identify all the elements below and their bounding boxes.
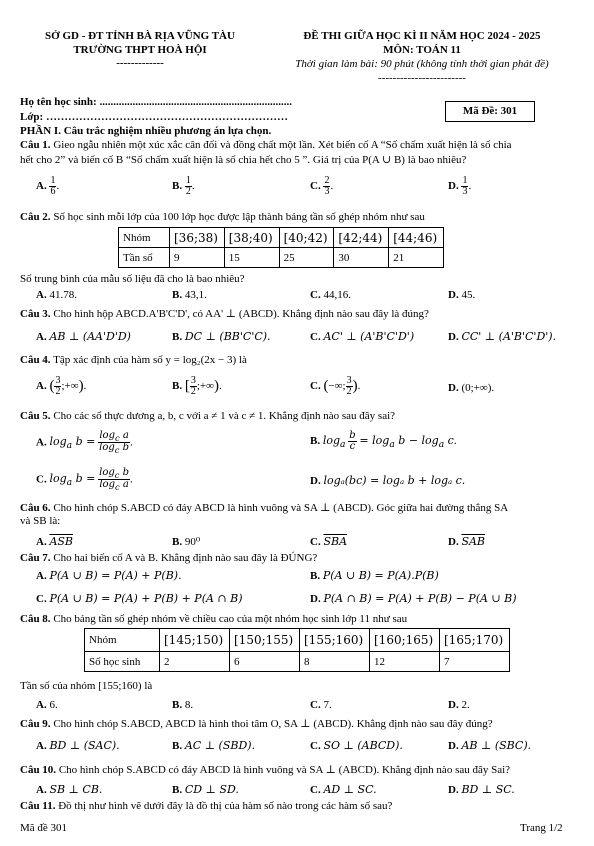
q6-option-d[interactable]: D. $\overline{SAB}$ (448, 535, 486, 548)
q8-option-d[interactable]: D. 2. (448, 699, 470, 711)
q3-option-a[interactable]: A. AB ⊥ (AA'D'D) (36, 330, 131, 343)
subject: MÔN: TOÁN 11 (383, 44, 461, 56)
q8-option-c[interactable]: C. 7. (310, 699, 332, 711)
table-cell: [145;150) (160, 629, 230, 652)
q5-option-d[interactable]: D. logₐ(bc) = logₐ b + logₐ c. (310, 474, 466, 487)
q1-option-d[interactable]: D. $\frac{1}{3}$ . (448, 175, 472, 197)
question-4: Câu 4. Tập xác định của hàm số y = log₂(2x − 3) là (20, 354, 247, 366)
question-1 (20, 139, 512, 151)
question-10: Câu 10. Cho hình chóp S.ABCD có đáy ABCD là hình vuông và SA ⊥ (ABCD). Khẳng định nào sau đây Sai? (20, 764, 511, 776)
table-cell: 8 (300, 652, 370, 672)
q2-option-c[interactable]: C. 44,16. (310, 289, 351, 301)
q5-option-c[interactable]: C. $\log_a b$ = $\frac{\log_c b}{\log_c a}$ . (36, 467, 133, 493)
q9-option-d[interactable]: D. AB ⊥ (SBC). (448, 739, 532, 752)
question-3: Câu 3. Cho hình hộp ABCD.A'B'C'D', có AA' ⊥ (ABCD). Khẳng định nào sau đây là đúng? (20, 308, 429, 320)
q4-option-c[interactable]: C. (−∞; $\frac{3}{2}$ ). (310, 375, 361, 397)
question-6: Câu 6. Cho hình chóp S.ABCD có đáy ABCD là hình vuông và SA ⊥ (ABCD). Góc giữa hai đường thẳng SA (20, 502, 509, 514)
part-heading: PHẦN I. Câu trắc nghiệm nhiều phương án lựa chọn. (20, 125, 272, 137)
table-cell: [36;38) (170, 228, 225, 248)
q6-text-2: và SB là: (20, 515, 61, 527)
duration: Thời gian làm bài: 90 phút (không tính thời gian phát đề) (295, 58, 549, 70)
q1-text-1: Gieo ngẫu nhiên một xúc xắc cân đối và đồng chất một lần. Xét biến cố A “Số chấm xuất hiện là số chia (50, 139, 512, 151)
q8-question: Tần số của nhóm [155;160) là (20, 680, 153, 692)
table-cell: 2 (160, 652, 230, 672)
q10-option-b[interactable]: B. CD ⊥ SD. (172, 783, 239, 796)
q6-option-c[interactable]: C. $\overline{SBA}$ (310, 535, 348, 548)
table-cell: 9 (170, 248, 225, 268)
table-cell: 15 (224, 248, 279, 268)
q8-option-a[interactable]: A. 6. (36, 699, 58, 711)
school-name: TRƯỜNG THPT HOÀ HỘI (73, 44, 207, 56)
q2-question: Số trung bình của mẫu số liệu đã cho là bao nhiêu? (20, 273, 245, 285)
q1-label: Câu 1. (20, 139, 51, 151)
q4-option-b[interactable]: B. [ $\frac{3}{2}$ ;+∞). (172, 375, 222, 397)
q3-option-b[interactable]: B. DC ⊥ (BB'C'C). (172, 330, 271, 343)
q7-option-d[interactable]: D. P(A ∩ B) = P(A) + P(B) − P(A ∪ B) (310, 592, 517, 605)
q7-option-b[interactable]: B. P(A ∪ B) = P(A).P(B) (310, 569, 439, 582)
table-cell: [150;155) (230, 629, 300, 652)
question-7: Câu 7. Cho hai biến cố A và B. Khẳng định nào sau đây là ĐÚNG? (20, 552, 318, 564)
q6-option-a[interactable]: A. $\overline{ASB}$ (36, 535, 74, 548)
q10-option-a[interactable]: A. SB ⊥ CB. (36, 783, 103, 796)
q1-option-c[interactable]: C. $\frac{2}{3}$ . (310, 175, 334, 197)
q4-option-d[interactable]: D. (0;+∞). (448, 382, 495, 394)
table-cell: 7 (440, 652, 510, 672)
q1-option-a[interactable]: A. $\frac{1}{6}$ . (36, 175, 60, 197)
footer-page-number: Trang 1/2 (520, 822, 563, 834)
table-cell: [160;165) (370, 629, 440, 652)
exam-code: Mã Đề: 301 (462, 105, 518, 117)
q2-option-a[interactable]: A. 41.78. (36, 289, 77, 301)
q1-option-b[interactable]: B. $\frac{1}{2}$ . (172, 175, 195, 197)
question-2: Câu 2. Số học sinh mỗi lớp của 100 lớp học được lập thành bảng tần số ghép nhóm như sau (20, 211, 425, 223)
exam-code-box (445, 101, 535, 122)
q8-option-b[interactable]: B. 8. (172, 699, 194, 711)
student-name-line: Họ tên học sinh: ...................................................................... (20, 96, 292, 108)
table-cell: 21 (389, 248, 444, 268)
question-8: Câu 8. Cho bảng tần số ghép nhóm về chiều cao của một nhóm học sinh lớp 11 như sau (20, 613, 408, 625)
table-cell: [40;42) (279, 228, 334, 248)
table-cell: 6 (230, 652, 300, 672)
q10-option-c[interactable]: C. AD ⊥ SC. (310, 783, 377, 796)
class-line: Lớp: ………………………………………………………… (20, 111, 288, 123)
q8-frequency-table (84, 628, 510, 672)
q3-option-c[interactable]: C. AC' ⊥ (A'B'C'D') (310, 330, 415, 343)
q7-option-c[interactable]: C. P(A ∪ B) = P(A) + P(B) + P(A ∩ B) (36, 592, 243, 605)
q9-option-c[interactable]: C. SO ⊥ (ABCD). (310, 739, 403, 752)
title-underline: ------------------------ (378, 72, 466, 84)
q7-option-a[interactable]: A. P(A ∪ B) = P(A) + P(B). (36, 569, 182, 582)
q5-option-b[interactable]: B. $\log_a$ $\frac{b}{c}$ = $\log_a b - \log_a c$. (310, 430, 457, 452)
question-5: Câu 5. Cho các số thực dương a, b, c với a ≠ 1 và c ≠ 1. Khẳng định nào sau đây sai? (20, 410, 396, 422)
table-header: Tần số (119, 248, 170, 268)
q1-text-2: hết cho 2” và biến cố B “Số chấm xuất hiện là số chia hết cho 5 ”. Giá trị của P(A ∪ B) là bao nhiêu? (20, 154, 467, 166)
question-9: Câu 9. Cho hình chóp S.ABCD, ABCD là hình thoi tâm O, SA ⊥ (ABCD). Khẳng định nào sau đây đúng? (20, 718, 493, 730)
table-cell: 12 (370, 652, 440, 672)
q4-option-a[interactable]: A. ( $\frac{3}{2}$ ;+∞). (36, 375, 87, 397)
exam-title: ĐỀ THI GIỮA HỌC KÌ II NĂM HỌC 2024 - 2025 (303, 30, 541, 42)
table-cell: [42;44) (334, 228, 389, 248)
q3-option-d[interactable]: D. CC' ⊥ (A'B'C'D'). (448, 330, 557, 343)
q5-option-a[interactable]: A. $\log_a b$ = $\frac{\log_c a}{\log_c b}$ . (36, 430, 133, 456)
q2-option-b[interactable]: B. 43,1. (172, 289, 207, 301)
table-header: Số học sinh (85, 652, 160, 672)
table-header: Nhóm (85, 629, 160, 652)
table-cell: [38;40) (224, 228, 279, 248)
table-cell: [44;46) (389, 228, 444, 248)
q9-option-b[interactable]: B. AC ⊥ (SBD). (172, 739, 256, 752)
table-cell: [165;170) (440, 629, 510, 652)
table-cell: [155;160) (300, 629, 370, 652)
q2-frequency-table (118, 227, 444, 268)
q10-option-d[interactable]: D. BD ⊥ SC. (448, 783, 515, 796)
footer-exam-code: Mã đề 301 (20, 822, 68, 834)
table-cell: 25 (279, 248, 334, 268)
q9-option-a[interactable]: A. BD ⊥ (SAC). (36, 739, 120, 752)
school-underline: ------------- (116, 57, 164, 69)
table-cell: 30 (334, 248, 389, 268)
q6-option-b[interactable]: B. 90⁰ (172, 536, 201, 548)
q2-option-d[interactable]: D. 45. (448, 289, 476, 301)
table-header: Nhóm (119, 228, 170, 248)
question-11: Câu 11. Đồ thị như hình vẽ dưới đây là đồ thị của hàm số nào trong các hàm số sau? (20, 800, 393, 812)
dept-name: SỞ GD - ĐT TỈNH BÀ RỊA VŨNG TÀU (45, 30, 235, 42)
